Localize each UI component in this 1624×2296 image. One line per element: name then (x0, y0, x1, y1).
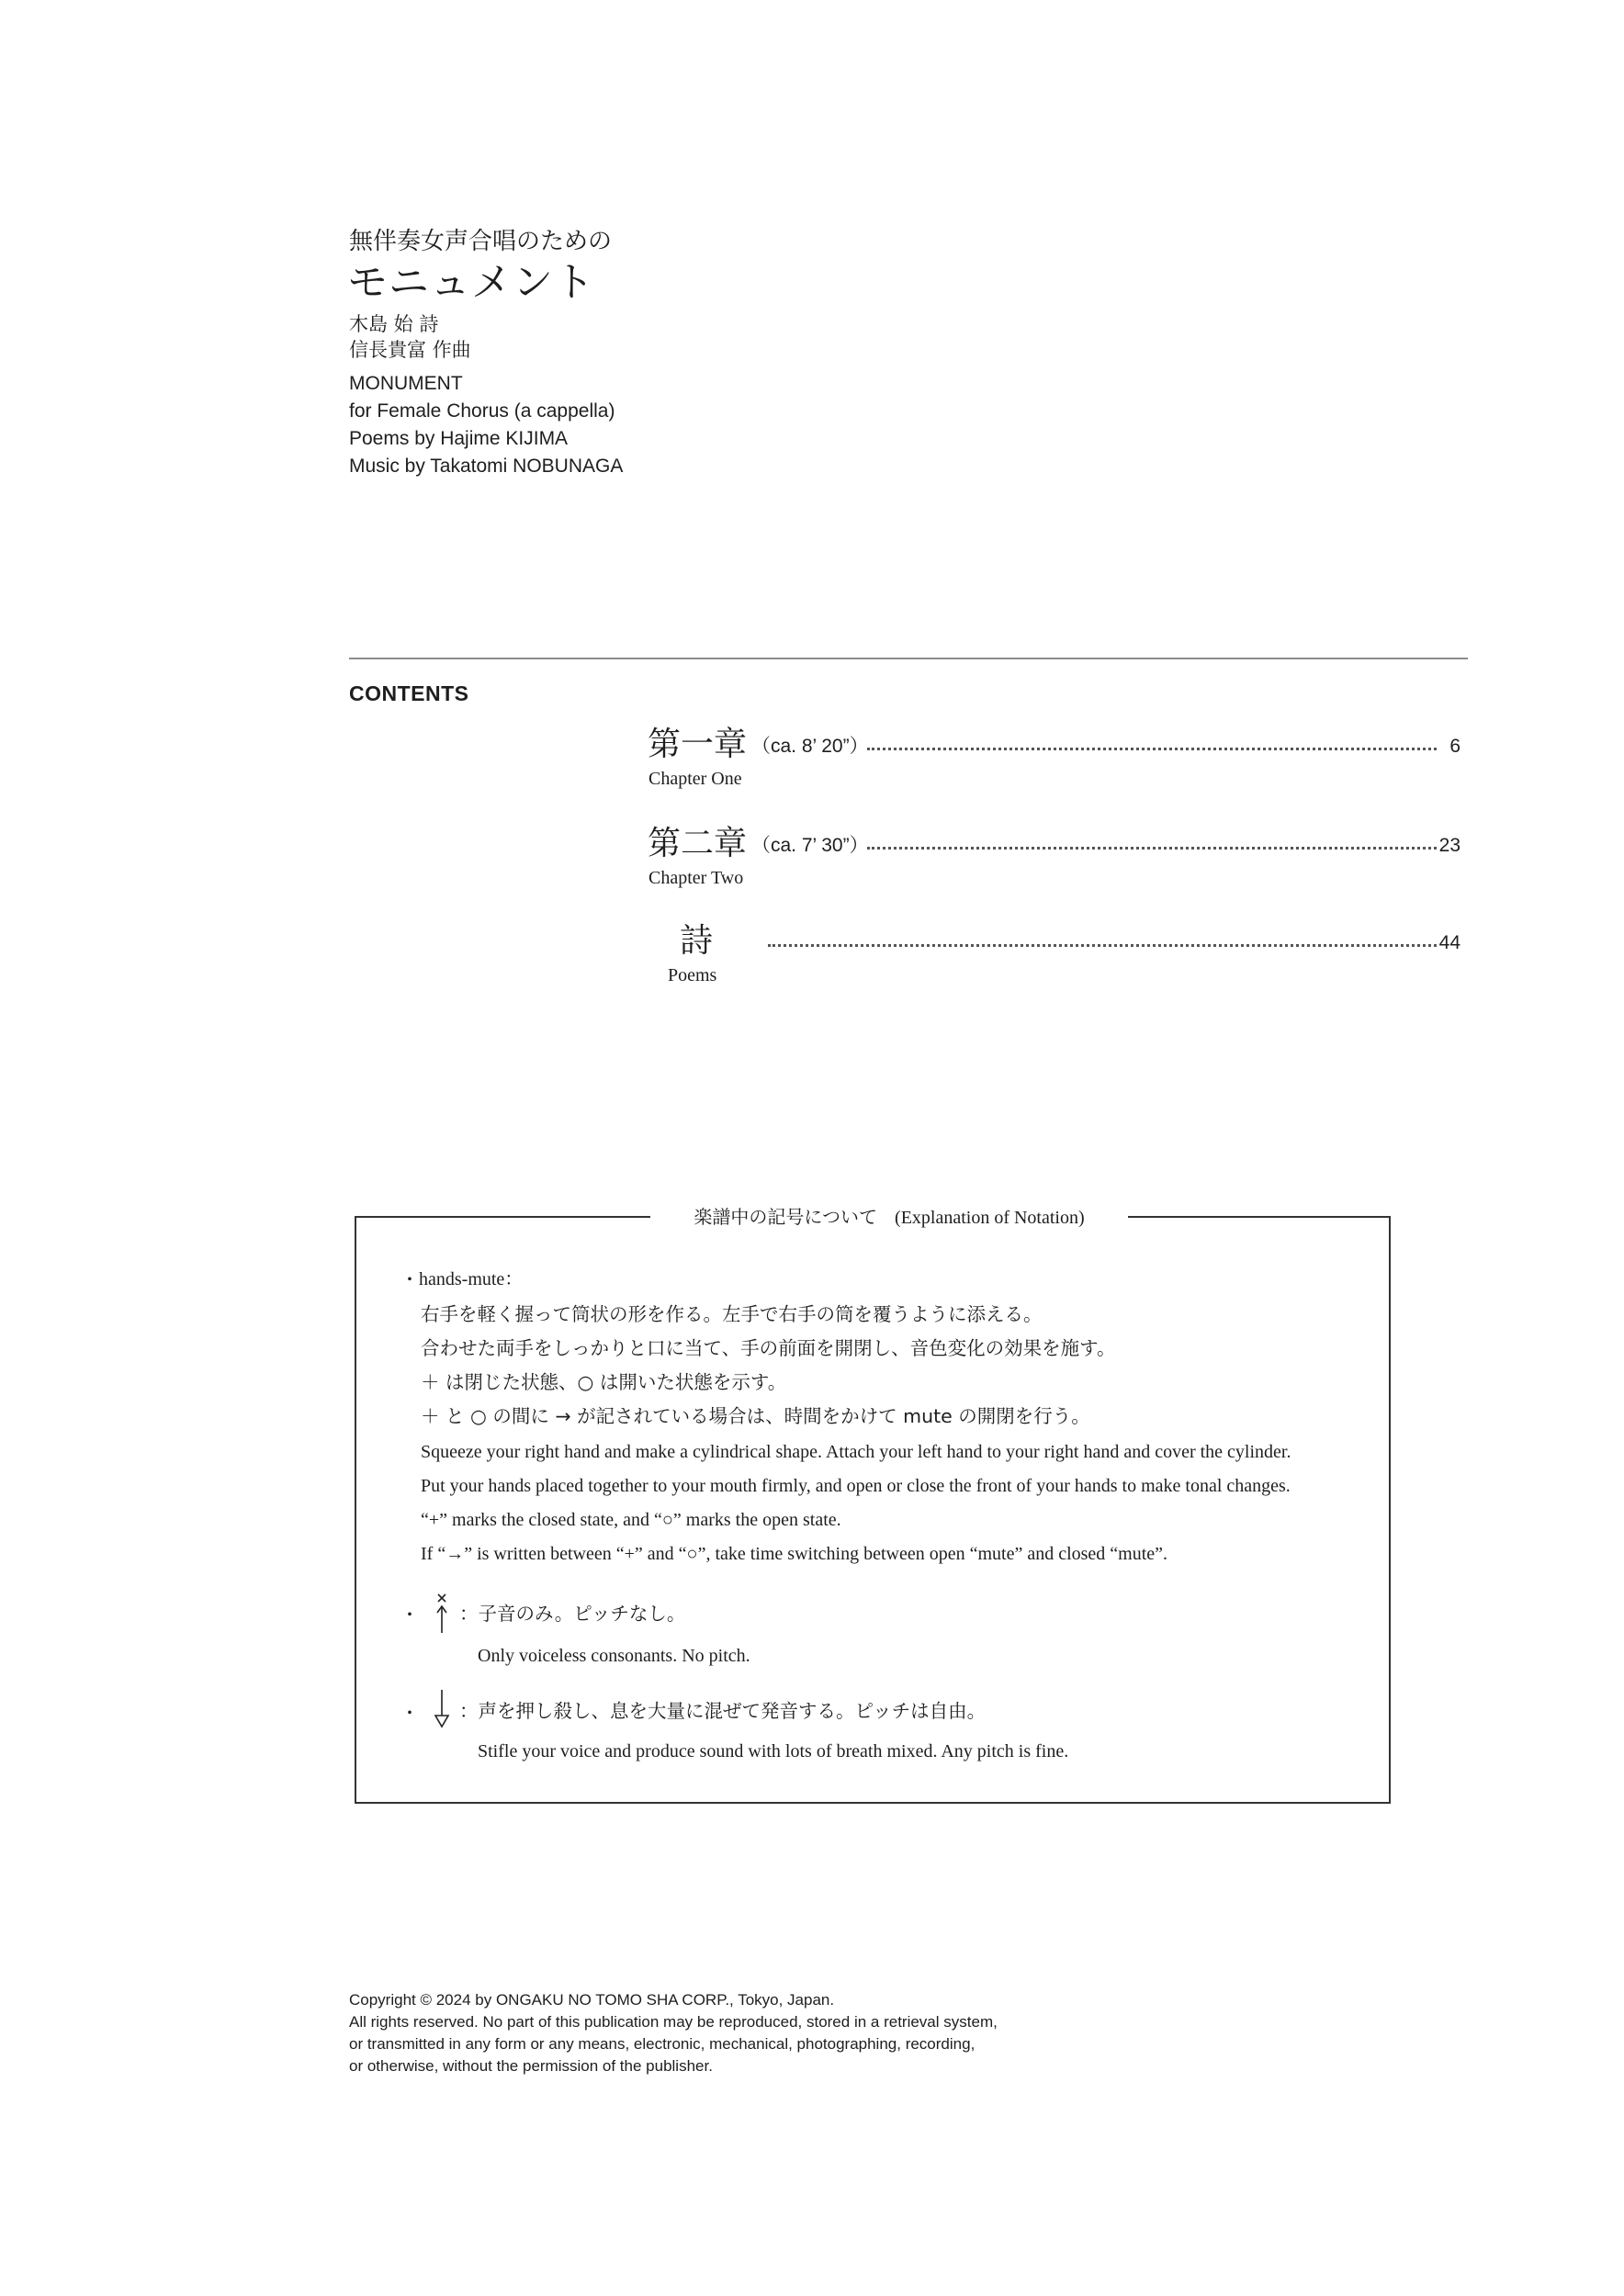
copyright-line: or transmitted in any form or any means, electronic, mechanical, photographing, recording, (349, 2035, 976, 2053)
notation-box (355, 1206, 1391, 1804)
subtitle-jp: 無伴奏女声合唱のための (349, 228, 613, 255)
toc-entry-chapter-two[interactable] (0, 823, 1624, 915)
toc-leader-dots (867, 847, 1437, 850)
subtitle-en: for Female Chorus (a cappella) (349, 400, 615, 422)
bullet: ・ (400, 1268, 419, 1290)
bullet: ・ (400, 1702, 419, 1724)
toc-page-number: 23 (1438, 835, 1460, 856)
toc-title-jp: 詩 (680, 922, 714, 960)
toc-title-en: Poems (668, 965, 717, 985)
toc-page-number: 44 (1438, 932, 1460, 953)
toc-duration: （ca. 7’ 30”） (751, 835, 869, 856)
toc-entry-chapter-one[interactable] (0, 724, 1624, 816)
symbol-en: Stifle your voice and produce sound with lots of breath mixed. Any pitch is fine. (478, 1741, 1069, 1761)
toc-leader-dots (768, 944, 1437, 947)
title-jp: モニュメント (347, 259, 595, 306)
hands-mute-en-line: Squeeze your right hand and make a cylindrical shape. Attach your left hand to your right hand and cover the cylinder. (421, 1442, 1291, 1462)
toc-page-number: 6 (1449, 736, 1460, 757)
poet-credit-en: Poems by Hajime KIJIMA (349, 428, 569, 449)
contents-heading: CONTENTS (349, 681, 469, 705)
hands-mute-jp-line: 合わせた両手をしっかりと口に当て、手の前面を開閉し、音色変化の効果を施す。 (421, 1337, 1116, 1359)
toc-title-en: Chapter One (648, 769, 742, 789)
symbol-jp: ：子音のみ。ピッチなし。 (459, 1603, 686, 1625)
hands-mute-en-line: “+” marks the closed state, and “○” marks the open state. (421, 1510, 841, 1530)
down-arrow-icon (430, 1688, 456, 1730)
hands-mute-jp-line: 右手を軽く握って筒状の形を作る。左手で右手の筒を覆うように添える。 (421, 1303, 1043, 1325)
toc-leader-dots (867, 748, 1437, 750)
hands-mute-jp-line: ＋ と ○ の間に → が記されている場合は、時間をかけて mute の開閉を行う。 (421, 1405, 1090, 1427)
bullet: ・ (400, 1604, 419, 1626)
notation-box-title (650, 1203, 1128, 1232)
toc-title-jp: 第一章 (648, 726, 748, 763)
divider (349, 658, 1468, 659)
copyright-line: All rights reserved. No part of this publication may be reproduced, stored in a retrieval system, (349, 2013, 998, 2031)
symbol-en: Only voiceless consonants. No pitch. (478, 1646, 750, 1666)
copyright-line: Copyright © 2024 by ONGAKU NO TOMO SHA CORP., Tokyo, Japan. (349, 1991, 835, 2009)
hands-mute-en-line: If “→” is written between “+” and “○”, take time switching between open “mute” and closed “mute”. (421, 1544, 1168, 1564)
copyright-notice (349, 1989, 998, 2077)
composer-credit-jp: 信長貴富 作曲 (349, 339, 471, 361)
hands-mute-term: hands-mute： (419, 1269, 524, 1289)
toc-entry-poems[interactable] (0, 920, 1624, 1012)
toc-title-en: Chapter Two (648, 868, 744, 888)
toc-title-jp: 第二章 (648, 825, 748, 862)
notation-title-en: (Explanation of Notation) (895, 1208, 1085, 1228)
copyright-line: or otherwise, without the permission of the publisher. (349, 2057, 713, 2075)
poet-credit-jp: 木島 始 詩 (349, 313, 439, 335)
symbol-jp: ：声を押し殺し、息を大量に混ぜて発音する。ピッチは自由。 (459, 1700, 987, 1722)
toc-duration: （ca. 8’ 20”） (751, 736, 869, 757)
hands-mute-jp-line: ＋ は閉じた状態、○ は開いた状態を示す。 (421, 1371, 787, 1393)
hands-mute-en-line: Put your hands placed together to your mouth firmly, and open or close the front of your hands to make tonal changes. (421, 1476, 1291, 1496)
x-up-arrow-icon (430, 1591, 456, 1635)
notation-title-jp: 楽譜中の記号について (694, 1206, 877, 1228)
title-en: MONUMENT (349, 373, 463, 394)
composer-credit-en: Music by Takatomi NOBUNAGA (349, 456, 624, 477)
